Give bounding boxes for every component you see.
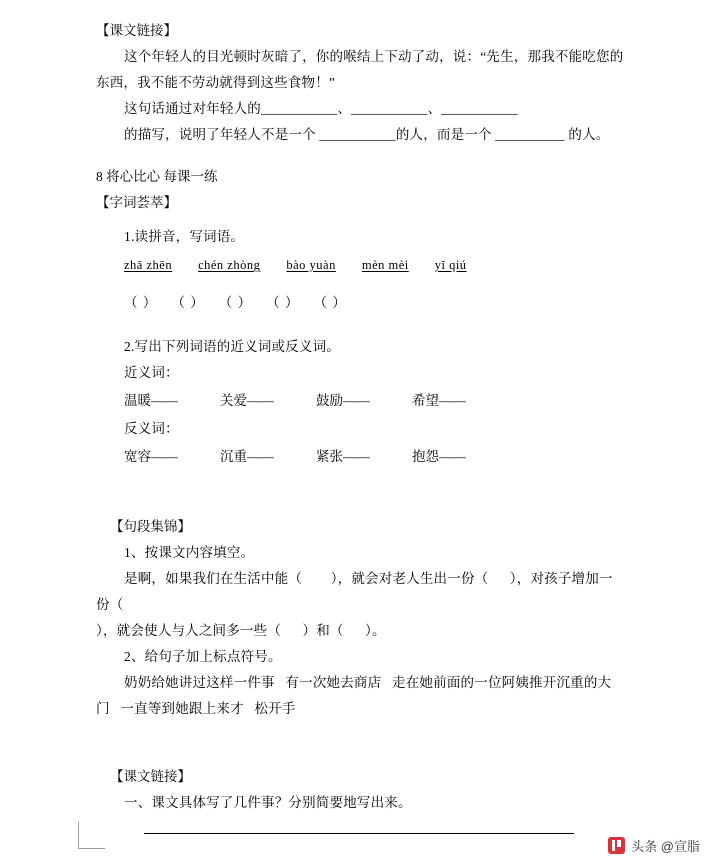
synonym-2: 关爱—— xyxy=(220,393,274,408)
pinyin-5: yǐ qiú xyxy=(434,258,467,272)
top-link-paragraph-1: 这个年轻人的目光顿时灰暗了，你的喉结上下动了动，说：“先生，那我不能吃您的东西，我不能不劳动就得到这些食物！” xyxy=(96,49,624,90)
section-heading-bottom-link: 【课文链接】 xyxy=(110,769,191,784)
section-heading-top-link: 【课文链接】 xyxy=(96,23,177,38)
antonym-2: 沉重—— xyxy=(220,449,274,464)
pinyin-row xyxy=(96,250,624,280)
antonym-row xyxy=(96,442,624,472)
pinyin-4: mèn mèi xyxy=(361,258,409,272)
document-body xyxy=(96,18,624,834)
synonym-row xyxy=(96,386,624,416)
pinyin-2: chén zhòng xyxy=(198,258,261,272)
synonym-3: 鼓励—— xyxy=(316,393,370,408)
spacer xyxy=(96,748,624,764)
answer-blank-5[interactable]: （ ） xyxy=(313,295,347,310)
top-link-paragraph-2: 这句话通过对年轻人的___________、___________、___________ xyxy=(124,101,518,116)
fill-blank-line-2[interactable]: ），就会使人与人之间多一些（ ）和（ ）。 xyxy=(96,623,386,638)
fill-blank-line-1[interactable]: 是啊，如果我们在生活中能（ ），就会对老人生出一份（ ），对孩子增加一份（ xyxy=(96,571,613,612)
pinyin-3: bào yuàn xyxy=(286,258,336,272)
section-heading-sentences: 【句段集锦】 xyxy=(110,519,191,534)
bottom-link-question: 一、课文具体写了几件事？分别简要地写出来。 xyxy=(124,795,412,810)
spacer xyxy=(96,816,624,832)
toutiao-logo-icon xyxy=(608,837,625,854)
punctuation-line-1[interactable]: 奶奶给她讲过这样一件事 有一次她去商店 走在她前面的一位阿姨推开沉重的大门 一直等到她跟上来才 松开手 xyxy=(96,675,612,716)
spacer xyxy=(96,318,624,334)
answer-blank-1[interactable]: （ ） xyxy=(124,295,158,310)
answer-blank-3[interactable]: （ ） xyxy=(218,295,253,310)
answer-rule[interactable] xyxy=(144,832,574,834)
spacer xyxy=(96,280,624,288)
vocab-item-2: 2.写出下列词语的近义词或反义词。 xyxy=(124,339,341,354)
antonym-3: 紧张—— xyxy=(316,449,370,464)
antonym-label: 反义词： xyxy=(124,421,179,436)
lesson-title: 8 将心比心 每课一练 xyxy=(96,169,218,184)
antonym-1: 宽容—— xyxy=(124,449,178,464)
answer-blanks-row xyxy=(96,288,624,318)
top-link-paragraph-3: 的描写，说明了年轻人不是一个 ___________的人，而是一个 __________ 的人。 xyxy=(124,127,610,142)
vocab-item-1: 1.读拼音，写词语。 xyxy=(124,229,245,244)
spacer xyxy=(96,472,624,498)
spacer xyxy=(96,148,624,164)
sentence-item-2: 2、给句子加上标点符号。 xyxy=(124,649,282,664)
footer-label: 头条 @宣脂 xyxy=(631,839,700,854)
spacer xyxy=(96,216,624,224)
sentence-item-1: 1、按课文内容填空。 xyxy=(124,545,255,560)
spacer xyxy=(96,722,624,748)
antonym-4: 抱怨—— xyxy=(412,449,466,464)
footer-watermark xyxy=(608,836,700,855)
section-heading-vocab: 【字词荟萃】 xyxy=(96,195,177,210)
synonym-1: 温暖—— xyxy=(124,393,178,408)
spacer xyxy=(96,498,624,514)
answer-blank-2[interactable]: （ ） xyxy=(171,295,205,310)
pinyin-1: zhā zhēn xyxy=(124,258,173,272)
synonym-label: 近义词： xyxy=(124,365,179,380)
page-corner-mark xyxy=(78,822,105,849)
answer-blank-4[interactable]: （ ） xyxy=(266,295,300,310)
synonym-4: 希望—— xyxy=(412,393,466,408)
